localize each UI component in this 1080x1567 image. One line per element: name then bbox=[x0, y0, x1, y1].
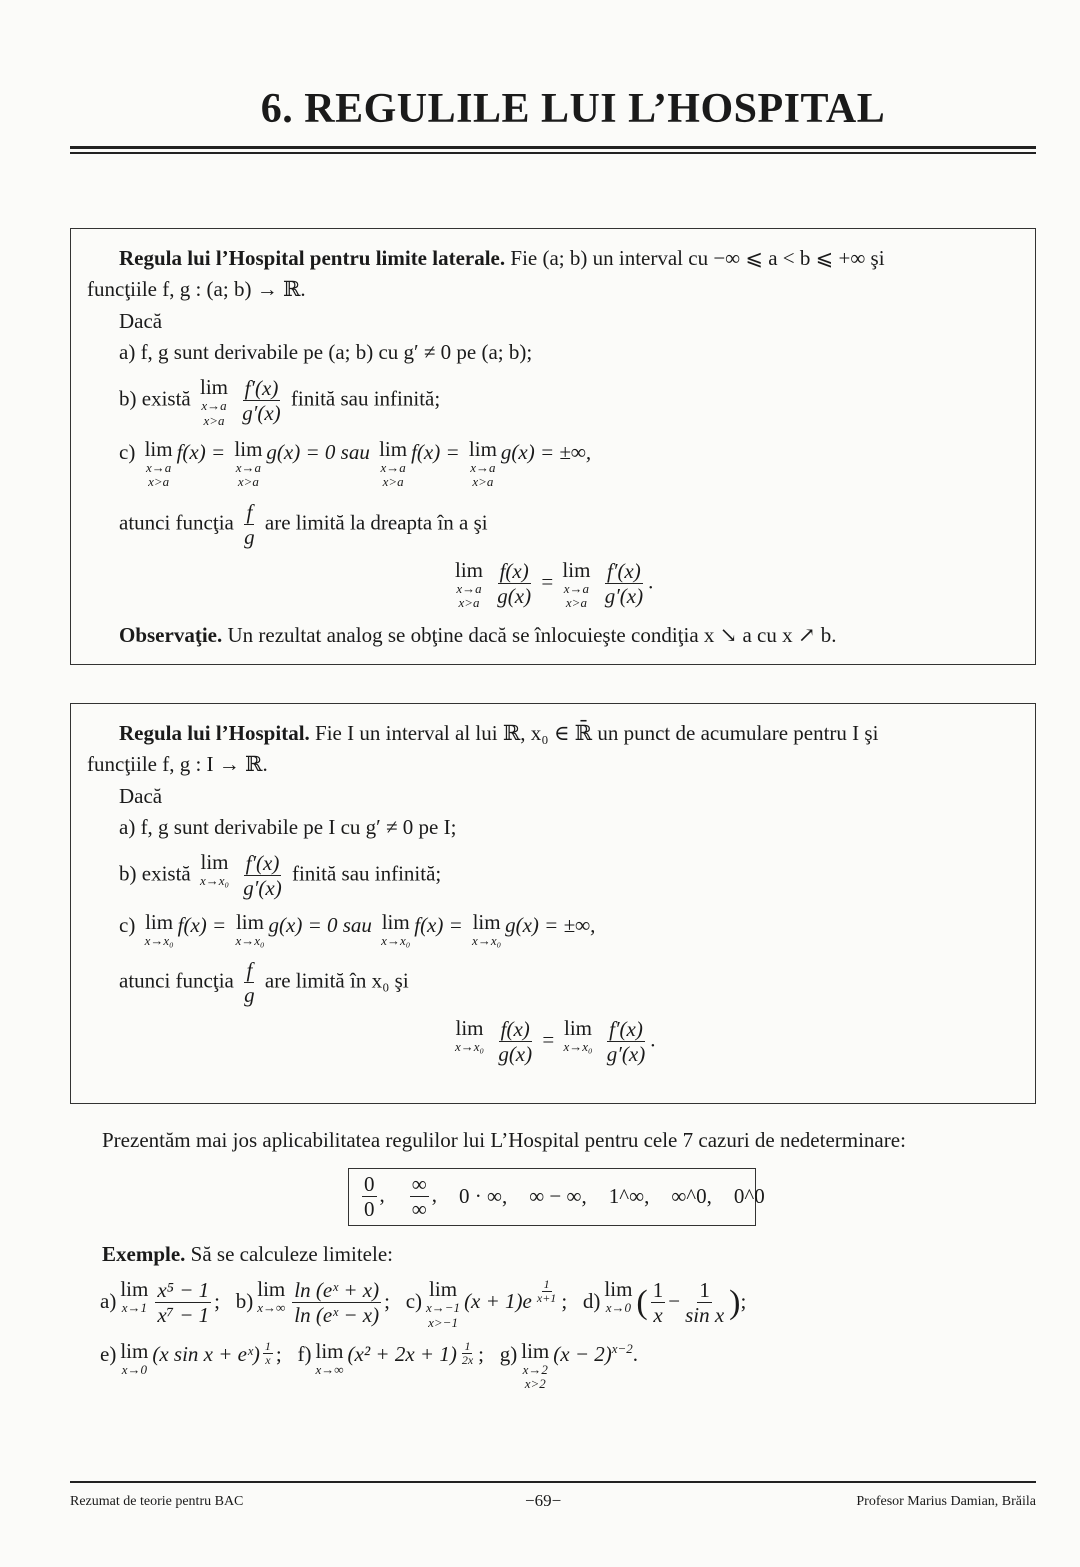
fraction: $\frac{f'(x)}{g'(x)}$ bbox=[242, 376, 281, 426]
text: finită sau infinită; bbox=[290, 386, 441, 411]
example-d: d) lim x→0 ( $\frac{1}{x}$ − $\frac{1}{\text{sin x}}$ ); bbox=[582, 1277, 747, 1328]
fraction: $\frac{f'(x)}{g'(x)}$ bbox=[606, 1017, 646, 1067]
box1-line2: funcţiile f, g : (a; b) → ℝ. bbox=[87, 277, 306, 302]
text: are limită în x₀ şi bbox=[264, 968, 409, 993]
fraction: $\frac{f(x)}{g(x)}$ bbox=[498, 1017, 533, 1067]
text: g(x) = 0 sau bbox=[268, 912, 372, 937]
example-e: e) lim x→0 (x sin x + eˣ) $\frac{1}{x}$ ; bbox=[100, 1338, 282, 1378]
daca: Dacă bbox=[119, 308, 163, 333]
condition-b bbox=[87, 851, 1019, 900]
text: c) bbox=[119, 912, 136, 937]
fraction: $\frac{f}{g}$ bbox=[244, 499, 255, 549]
theorem-box-lateral bbox=[70, 228, 1036, 665]
lhospital-formula bbox=[87, 1017, 1019, 1066]
case-0-times-inf: 0 · ∞, bbox=[458, 1184, 508, 1209]
obs-text: Un rezultat analog se obţine dacă se înlocuieşte condiţia x ↘ a cu x ↗ b. bbox=[227, 622, 837, 647]
example-b: b) lim x→∞ $\frac{\text{ln (eˣ + x)}}{\text{ln (eˣ − x)}}$ ; bbox=[235, 1277, 390, 1328]
limit: lim x→a x>a bbox=[562, 557, 591, 611]
text: g(x) = 0 sau bbox=[266, 439, 370, 464]
theorem-heading: Regula lui l’Hospital pentru limite laterale. bbox=[119, 245, 506, 270]
limit: lim x→a x>a bbox=[144, 436, 173, 490]
page-title: 6. REGULILE LUI L’HOSPITAL bbox=[260, 86, 886, 132]
atunci-line bbox=[87, 500, 1019, 549]
footer-left: Rezumat de teorie pentru BAC bbox=[70, 1494, 244, 1509]
case-inf-minus-inf: ∞ − ∞, bbox=[529, 1184, 587, 1209]
fraction: $\frac{f'(x)}{g'(x)}$ bbox=[604, 558, 644, 609]
box1-line1 bbox=[87, 244, 1019, 272]
examples-heading bbox=[70, 1240, 1036, 1268]
limit: lim x→a x>a bbox=[199, 375, 228, 428]
example-f: f) lim x→∞ (x² + 2x + 1) $\frac{1}{2x}$ ; bbox=[297, 1338, 484, 1378]
condition-c bbox=[87, 911, 1019, 948]
page-number: −69− bbox=[525, 1491, 562, 1510]
limit: lim x→x₀ bbox=[235, 909, 265, 948]
example-a: a) lim x→1 $\frac{\text{x⁵ − 1}}{\text{x⁷ − 1}}$ ; bbox=[100, 1277, 220, 1328]
fraction: $\frac{f}{g}$ bbox=[244, 958, 255, 1008]
limit: lim x→a x>a bbox=[234, 436, 263, 490]
limit: lim x→x₀ bbox=[472, 909, 502, 948]
text: f(x) = bbox=[176, 439, 226, 464]
condition-a: a) f, g sunt derivabile pe (a; b) cu g′ ≠ 0 pe (a; b); bbox=[119, 339, 533, 364]
examples-intro: Să se calculeze limitele: bbox=[190, 1241, 393, 1266]
case-0-over-0: $\frac{0}{0}$ , bbox=[364, 1172, 385, 1222]
limit: lim x→x₀ bbox=[455, 1016, 485, 1055]
observatie bbox=[87, 621, 1019, 649]
examples-row-2 bbox=[70, 1340, 1036, 1392]
box2-line2: funcţiile f, g : I → ℝ. bbox=[87, 752, 268, 777]
text: finită sau infinită; bbox=[291, 861, 442, 886]
daca: Dacă bbox=[119, 783, 163, 808]
intro-text: Fie I un interval al lui ℝ, x₀ ∈ ℝ̄ un punct de acumulare pentru I şi bbox=[315, 720, 879, 745]
examples-label: Exemple. bbox=[102, 1241, 186, 1266]
text: c) bbox=[119, 439, 136, 464]
title-rule-thin bbox=[70, 152, 1036, 154]
theorem-heading: Regula lui l’Hospital. bbox=[119, 720, 310, 745]
examples-row-1 bbox=[70, 1278, 1036, 1330]
limit: lim x→a x>a bbox=[379, 436, 408, 490]
case-inf-pow-0: ∞^0, bbox=[671, 1184, 712, 1209]
period: . bbox=[650, 1027, 656, 1052]
page bbox=[70, 0, 1036, 1402]
footer-rule bbox=[70, 1481, 1036, 1483]
intro-text: Fie (a; b) un interval cu −∞ ⩽ a < b ⩽ +∞ şi bbox=[510, 245, 885, 270]
text: b) există bbox=[119, 386, 191, 411]
text: f(x) = bbox=[414, 912, 463, 937]
text: g(x) = ±∞, bbox=[505, 912, 596, 937]
case-1-pow-inf: 1^∞, bbox=[608, 1184, 650, 1209]
example-c: c) lim x→−1 x>−1 (x + 1)e $\frac{1}{x+1}$ ; bbox=[405, 1277, 568, 1330]
text: f(x) = bbox=[411, 439, 460, 464]
example-g: g) lim x→2 x>2 $(x - 2)^{x-2}$. bbox=[499, 1338, 639, 1392]
text: b) există bbox=[119, 861, 191, 886]
theorem-box-general bbox=[70, 703, 1036, 1104]
limit: lim x→a x>a bbox=[468, 436, 497, 490]
atunci-line bbox=[87, 958, 1019, 1007]
title-rule bbox=[70, 146, 1036, 149]
obs-label: Observaţie. bbox=[119, 622, 223, 647]
lhospital-formula bbox=[87, 559, 1019, 611]
box2-line1 bbox=[87, 719, 1019, 747]
period: . bbox=[648, 569, 654, 594]
text: are limită la dreapta în a şi bbox=[264, 510, 488, 535]
condition-b bbox=[87, 376, 1019, 428]
limit: lim x→x₀ bbox=[199, 850, 230, 889]
text: f(x) = bbox=[177, 912, 227, 937]
case-inf-over-inf: $\frac{\infty}{\infty}$ , bbox=[411, 1172, 437, 1222]
limit: lim x→x₀ bbox=[144, 909, 174, 948]
text: g(x) = ±∞, bbox=[500, 439, 592, 464]
case-0-pow-0: 0^0 bbox=[733, 1184, 765, 1209]
equals: = bbox=[541, 569, 554, 594]
limit: lim x→x₀ bbox=[381, 909, 411, 948]
text: atunci funcţia bbox=[119, 968, 234, 993]
equals: = bbox=[542, 1027, 555, 1052]
limit: lim x→x₀ bbox=[563, 1016, 593, 1055]
prezentam-text: Prezentăm mai jos aplicabilitatea regulilor lui L’Hospital pentru cele 7 cazuri de nedeterminare: bbox=[102, 1127, 906, 1152]
condition-a: a) f, g sunt derivabile pe I cu g′ ≠ 0 pe I; bbox=[119, 814, 457, 839]
fraction: $\frac{f(x)}{g(x)}$ bbox=[497, 558, 532, 609]
indeterminate-cases-box bbox=[348, 1168, 765, 1226]
limit: lim x→a x>a bbox=[455, 557, 484, 611]
condition-c bbox=[87, 438, 1019, 490]
text: atunci funcţia bbox=[119, 510, 234, 535]
footer-right: Profesor Marius Damian, Brăila bbox=[856, 1494, 1036, 1509]
fraction: $\frac{f'(x)}{g'(x)}$ bbox=[243, 851, 282, 901]
